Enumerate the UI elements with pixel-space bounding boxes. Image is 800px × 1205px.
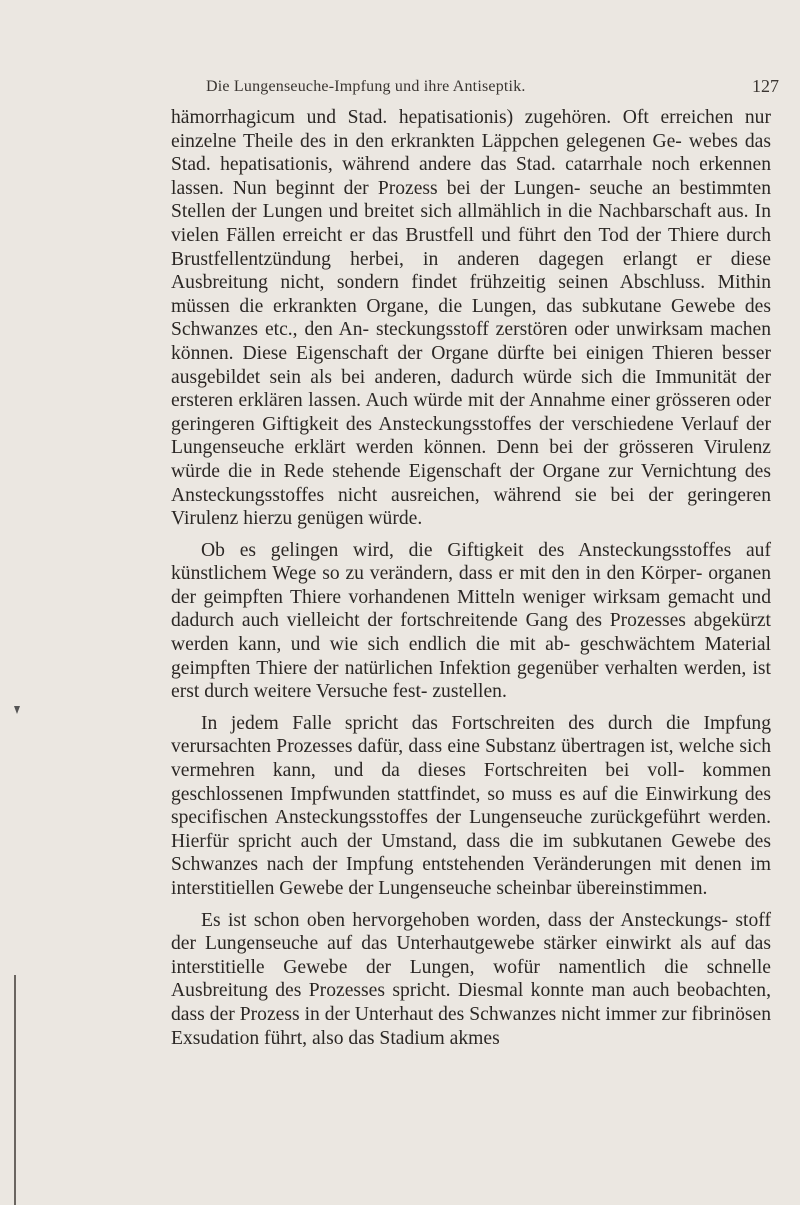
margin-mark	[14, 706, 20, 714]
paragraph-4: Es ist schon oben hervorgehoben worden, dass der Ansteckungs- stoff der Lungenseuche auf das Unterhautgewebe stärker einwirkt als auf das interstitielle Gewebe der Lungen, wofür namentlich die schnelle Ausbreitung des Prozesses spricht. Diesmal konnte man auch beobachten, dass der Prozess in der Unterhaut des Schwanzes nicht immer zur fibrinösen Exsudation führt, also das Stadium akmes	[171, 909, 771, 1049]
running-head: Die Lungenseuche-Impfung und ihre Antiseptik.	[206, 78, 526, 95]
paragraph-1: hämorrhagicum und Stad. hepatisationis) zugehören. Oft erreichen nur einzelne Theile des in den erkrankten Läppchen gelegenen Ge- webes das Stad. hepatisationis, während andere das Stad. catarrhale noch erkennen lassen. Nun beginnt der Prozess bei der Lungen- seuche an bestimmten Stellen der Lungen und breitet sich allmählich in die Nachbarschaft aus. In vielen Fällen erreicht er das Brustfell und führt den Tod der Thiere durch Brustfellentzündung herbei, in anderen dagegen erlangt er diese Ausbreitung nicht, sondern findet frühzeitig seinen Abschluss. Mithin müssen die erkrankten Organe, die Lungen, das subkutane Gewebe des Schwanzes etc., den An- steckungsstoff zerstören oder unwirksam machen können. Diese Eigenschaft der Organe dürfte bei einigen Thieren besser ausgebildet sein als bei anderen, dadurch würde sich die Immunität der ersteren erklären lassen. Auch würde mit der Annahme einer grösseren oder geringeren Giftigkeit des Ansteckungsstoffes der verschiedene Verlauf der Lungenseuche erklärt werden können. Denn bei der grösseren Virulenz würde die in Rede stehende Eigenschaft der Organe zur Vernichtung des Ansteckungsstoffes nicht ausreichen, während sie bei der geringeren Virulenz hierzu genügen würde.	[171, 107, 771, 530]
paragraph-3: In jedem Falle spricht das Fortschreiten des durch die Impfung verursachten Prozesses dafür, dass eine Substanz übertragen ist, welche sich vermehren kann, und da dieses Fortschreiten bei voll- kommen geschlossenen Impfwunden stattfindet, so muss es auf die Einwirkung des specifischen Ansteckungsstoffes der Lungenseuche zurückgeführt werden. Hierfür spricht auch der Umstand, dass die im subkutanen Gewebe des Schwanzes nach der Impfung entstehenden Veränderungen mit denen im interstitiellen Gewebe der Lungenseuche scheinbar übereinstimmen.	[171, 712, 771, 899]
page-number: 127	[752, 76, 779, 96]
body-text	[171, 106, 771, 1058]
page-edge-line	[14, 975, 16, 1205]
paragraph-2: Ob es gelingen wird, die Giftigkeit des Ansteckungsstoffes auf künstlichem Wege so zu verändern, dass er mit den in den Körper- organen der geimpften Thiere vorhandenen Mitteln weniger wirksam gemacht und dadurch auch vielleicht der fortschreitende Gang des Prozesses abgekürzt werden kann, und wie sich endlich die mit ab- geschwächtem Material geimpften Thiere der natürlichen Infektion gegenüber verhalten werden, ist erst durch weitere Versuche fest- zustellen.	[171, 539, 771, 703]
